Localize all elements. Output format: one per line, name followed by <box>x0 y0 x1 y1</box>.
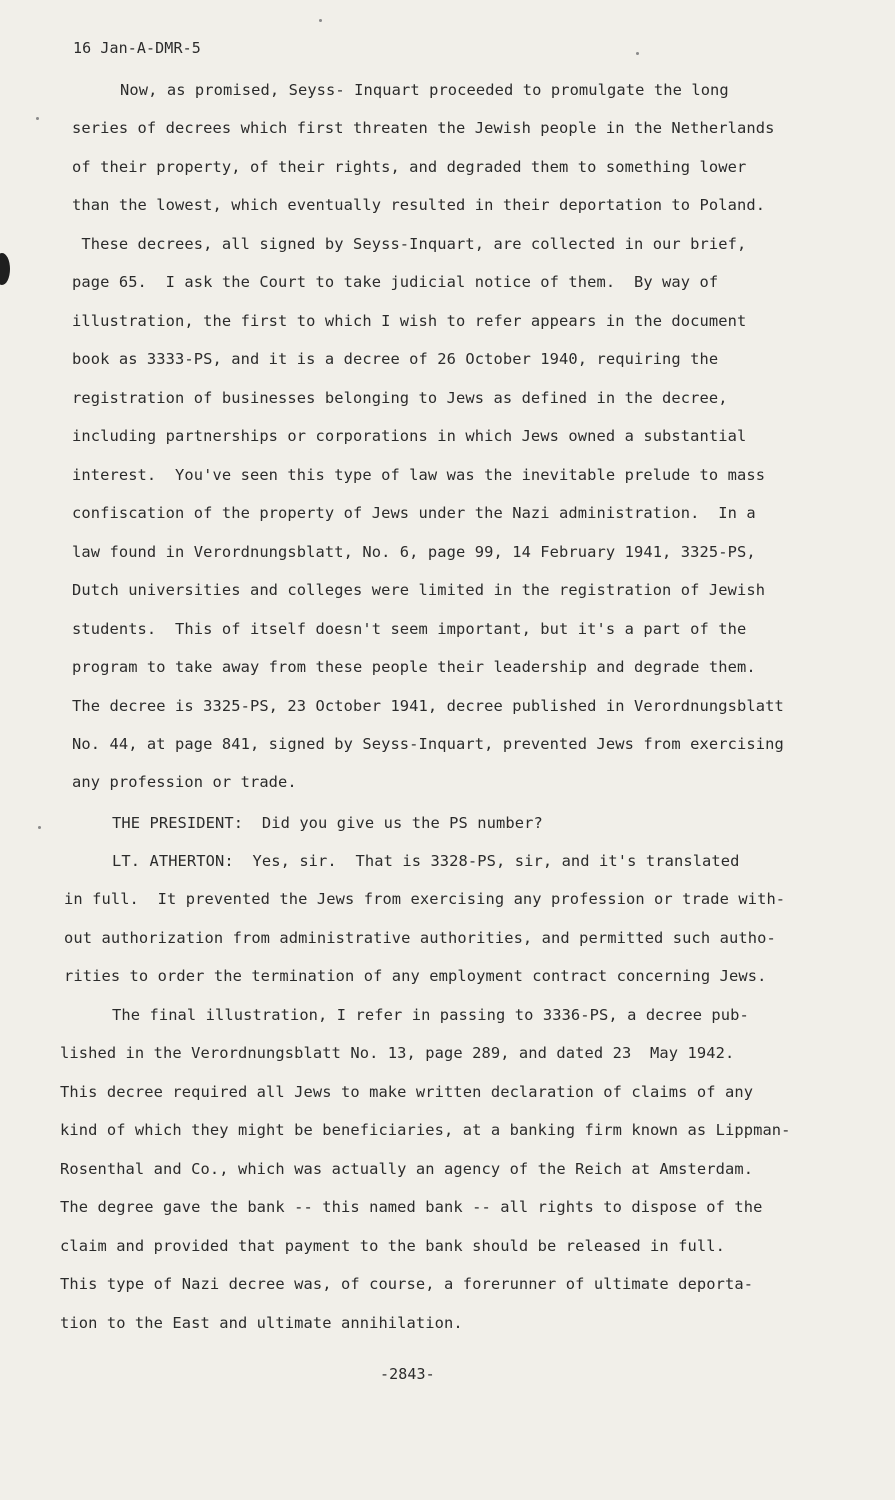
text-line: The decree is 3325-PS, 23 October 1941, decree published in Verordnungsblatt <box>72 697 784 715</box>
text-line: students. This of itself doesn't seem important, but it's a part of the <box>72 620 747 638</box>
text-line: series of decrees which first threaten the Jewish people in the Netherlands <box>72 119 775 137</box>
paper-speck <box>36 117 39 120</box>
text-line: including partnerships or corporations in which Jews owned a substantial <box>72 427 747 445</box>
text-line: kind of which they might be beneficiaries, at a banking firm known as Lippman- <box>60 1121 791 1139</box>
text-line: of their property, of their rights, and degraded them to something lower <box>72 158 747 176</box>
document-header: 16 Jan-A-DMR-5 <box>73 39 201 57</box>
text-line: These decrees, all signed by Seyss-Inquart, are collected in our brief, <box>72 235 747 253</box>
text-line: Now, as promised, Seyss- Inquart proceeded to promulgate the long <box>120 81 729 99</box>
text-line: Dutch universities and colleges were limited in the registration of Jewish <box>72 581 766 599</box>
text-line: confiscation of the property of Jews under the Nazi administration. In a <box>72 504 756 522</box>
text-line: illustration, the first to which I wish to refer appears in the document <box>72 312 747 330</box>
text-line: program to take away from these people their leadership and degrade them. <box>72 658 756 676</box>
paper-speck <box>38 826 41 829</box>
text-line: tion to the East and ultimate annihilation. <box>60 1314 463 1332</box>
text-line: rities to order the termination of any employment contract concerning Jews. <box>64 967 767 985</box>
binder-hole <box>0 253 10 285</box>
text-line: Rosenthal and Co., which was actually an agency of the Reich at Amsterdam. <box>60 1160 754 1178</box>
text-line: law found in Verordnungsblatt, No. 6, page 99, 14 February 1941, 3325-PS, <box>72 543 756 561</box>
text-line: claim and provided that payment to the bank should be released in full. <box>60 1237 725 1255</box>
text-line: than the lowest, which eventually resulted in their deportation to Poland. <box>72 196 766 214</box>
text-line: registration of businesses belonging to Jews as defined in the decree, <box>72 389 728 407</box>
text-line: The degree gave the bank -- this named bank -- all rights to dispose of the <box>60 1198 763 1216</box>
text-line: page 65. I ask the Court to take judicial notice of them. By way of <box>72 273 719 291</box>
text-line: No. 44, at page 841, signed by Seyss-Inquart, prevented Jews from exercising <box>72 735 784 753</box>
paper-speck <box>319 19 322 22</box>
speaker-line: THE PRESIDENT: Did you give us the PS number? <box>112 814 543 832</box>
paper-speck <box>636 52 639 55</box>
text-line: book as 3333-PS, and it is a decree of 26 October 1940, requiring the <box>72 350 719 368</box>
text-line: out authorization from administrative authorities, and permitted such autho- <box>64 929 776 947</box>
text-line: This type of Nazi decree was, of course, a forerunner of ultimate deporta- <box>60 1275 754 1293</box>
page-number: -2843- <box>380 1365 435 1383</box>
text-line: any profession or trade. <box>72 773 297 791</box>
text-line: interest. You've seen this type of law was the inevitable prelude to mass <box>72 466 766 484</box>
text-line: lished in the Verordnungsblatt No. 13, page 289, and dated 23 May 1942. <box>60 1044 735 1062</box>
text-line: This decree required all Jews to make written declaration of claims of any <box>60 1083 754 1101</box>
text-line: in full. It prevented the Jews from exercising any profession or trade with- <box>64 890 786 908</box>
text-line: The final illustration, I refer in passing to 3336-PS, a decree pub- <box>112 1006 749 1024</box>
speaker-line: LT. ATHERTON: Yes, sir. That is 3328-PS, sir, and it's translated <box>112 852 740 870</box>
